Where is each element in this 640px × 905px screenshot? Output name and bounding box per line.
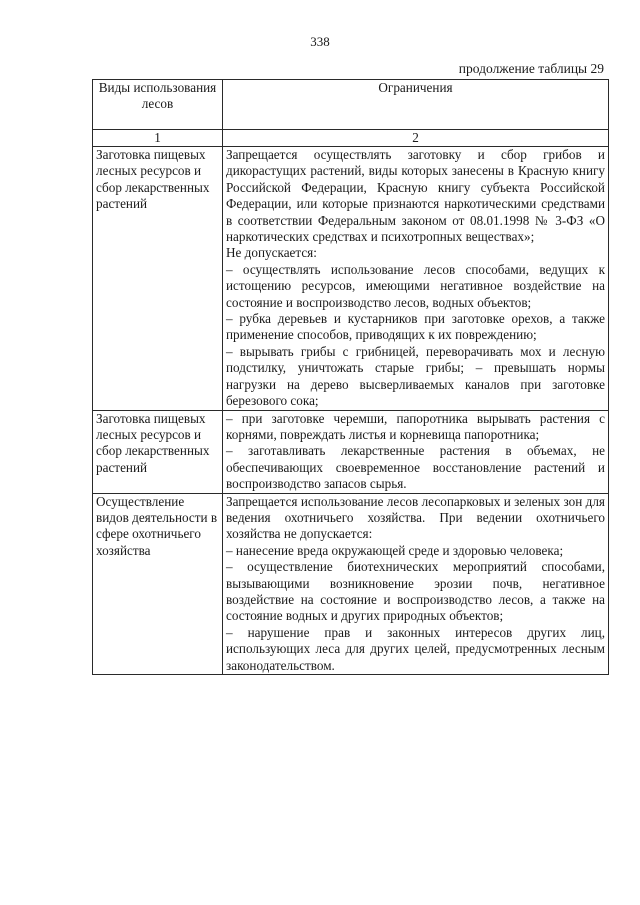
restriction-text: – заготавливать лекарственные растения в объемах, не обеспечивающих своевременное восстановление растений и воспроизводство запасов сырья. <box>226 443 605 492</box>
table-row <box>93 493 609 674</box>
usage-type-cell: Заготовка пищевых лесных ресурсов и сбор лекарственных растений <box>93 147 223 411</box>
restriction-text: Запрещается использование лесов лесопарковых и зеленых зон для ведения охотничьего хозяйства. При ведении охотничьего хозяйства не допускается: <box>226 493 605 542</box>
header-restrictions: Ограничения <box>223 80 609 130</box>
restrictions-table <box>92 79 609 675</box>
restrictions-cell <box>223 147 609 411</box>
restriction-text: – нарушение прав и законных интересов других лиц, использующих леса для других целей, предусмотренных лесным законодательством. <box>226 624 605 673</box>
column-number-2: 2 <box>223 130 609 147</box>
restriction-text: – осуществление биотехнических мероприятий способами, вызывающими возникновение эрозии почв, негативное воздействие на состояние и воспроизводство лесов, а также на состояние водных и других природных объектов; <box>226 559 605 624</box>
header-usage-types: Виды использования лесов <box>93 80 223 130</box>
restriction-text: – нанесение вреда окружающей среде и здоровью человека; <box>226 542 564 558</box>
restriction-text: – рубка деревьев и кустарников при заготовке орехов, а также применение способов, приводящих к их повреждению; <box>226 311 605 343</box>
restrictions-cell <box>223 410 609 493</box>
table-row <box>93 410 609 493</box>
restriction-text: – осуществлять использование лесов способами, ведущих к истощению ресурсов, имеющими негативное воздействие на состояние и воспроизводство лесов, водных объектов; <box>226 261 605 310</box>
restriction-text: Не допускается: <box>226 245 317 261</box>
restriction-text: – при заготовке черемши, папоротника вырывать растения с корнями, повреждать листья и корневища папоротника; <box>226 410 605 442</box>
column-number-row <box>93 130 609 147</box>
table-continuation-caption: продолжение таблицы 29 <box>458 61 604 76</box>
usage-type-cell: Заготовка пищевых лесных ресурсов и сбор лекарственных растений <box>93 410 223 493</box>
restrictions-cell <box>223 493 609 674</box>
restriction-text: – вырывать грибы с грибницей, переворачивать мох и лесную подстилку, уничтожать старые грибы; – превышать нормы нагрузки на дерево высверливаемых каналов при заготовке березового сока; <box>226 343 605 409</box>
page-number: 338 <box>310 34 330 49</box>
table-header-row <box>93 80 609 130</box>
usage-type-cell: Осуществление видов деятельности в сфере охотничьего хозяйства <box>93 493 223 674</box>
table-row <box>93 147 609 411</box>
column-number-1: 1 <box>93 130 223 147</box>
restriction-text: Запрещается осуществлять заготовку и сбор грибов и дикорастущих растений, виды которых занесены в Красную книгу Российской Федерации, Красную книгу субъекта Российской Федерации, или которые признаются наркотическими средствами в соответствии Федеральным законом от 08.01.1998 № 3-ФЗ «О наркотических средствах и психотропных веществах»; <box>226 147 605 245</box>
